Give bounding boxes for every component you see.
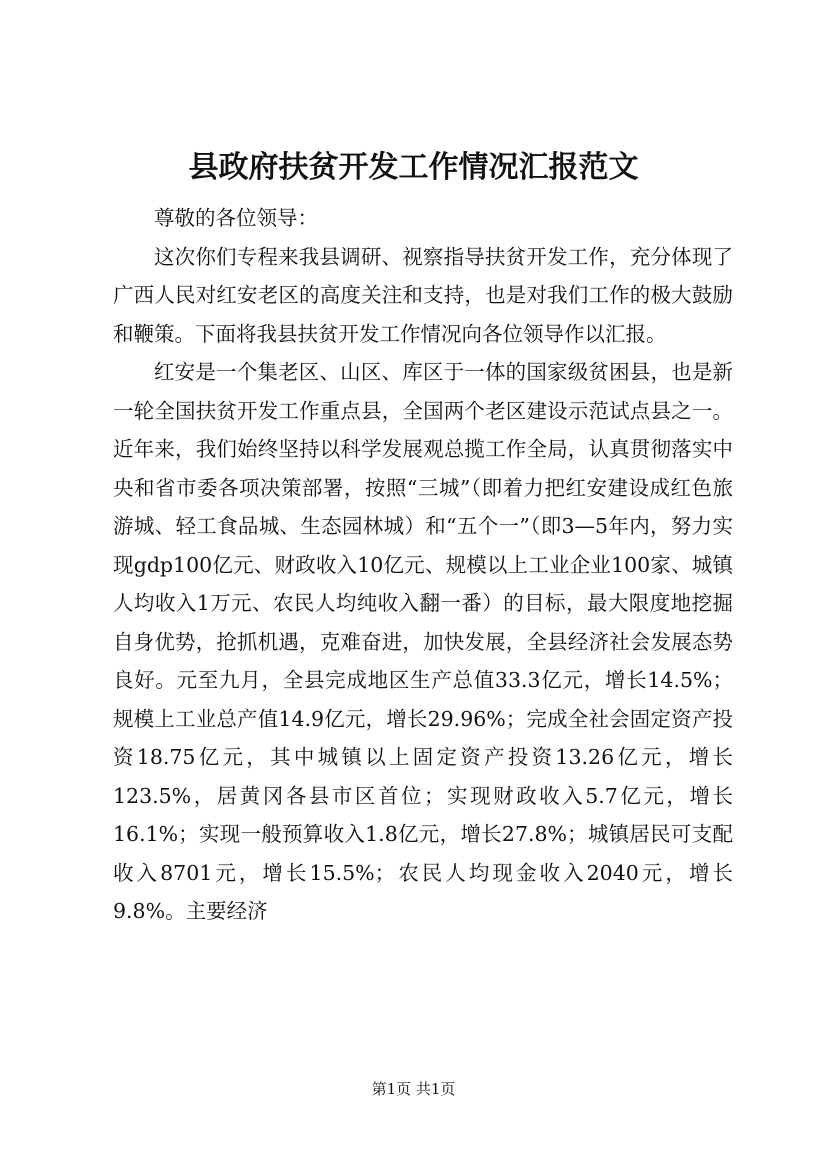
salutation: 尊敬的各位领导：	[154, 206, 318, 230]
document-title: 县政府扶贫开发工作情况汇报范文	[188, 150, 639, 185]
paragraph-2: 红安是一个集老区、山区、库区于一体的国家级贫困县，也是新一轮全国扶贫开发工作重点县，全国两个老区建设示范试点县之一。近年来，我们始终坚持以科学发展观总揽工作全局，认真贯彻落实中央和省市委各项决策部署，按照“三城”（即着力把红安建设成红色旅游城、轻工食品城、生态园林城）和“五个一”（即3—5年内，努力实现gdp100亿元、财政收入10亿元、规模以上工业企业100家、城镇人均收入1万元、农民人均纯收入翻一番）的目标，最大限度地挖掘自身优势，抢抓机遇，克难奋进，加快发展，全县经济社会发展态势良好。元至九月，全县完成地区生产总值33.3亿元，增长14.5%；规模上工业总产值14.9亿元，增长29.96%；完成全社会固定资产投资18.75亿元，其中城镇以上固定资产投资13.26亿元，增长123.5%，居黄冈各县市区首位；实现财政收入5.7亿元，增长16.1%；实现一般预算收入1.8亿元，增长27.8%；城镇居民可支配收入8701元，增长15.5%；农民人均现金收入2040元，增长9.8%。主要经济	[113, 360, 733, 923]
document-body	[113, 199, 733, 931]
paragraph-1: 这次你们专程来我县调研、视察指导扶贫开发工作，充分体现了广西人民对红安老区的高度关注和支持，也是对我们工作的极大鼓励和鞭策。下面将我县扶贫开发工作情况向各位领导作以汇报。	[113, 244, 733, 346]
page-footer: 第1页 共1页	[371, 1080, 456, 1098]
